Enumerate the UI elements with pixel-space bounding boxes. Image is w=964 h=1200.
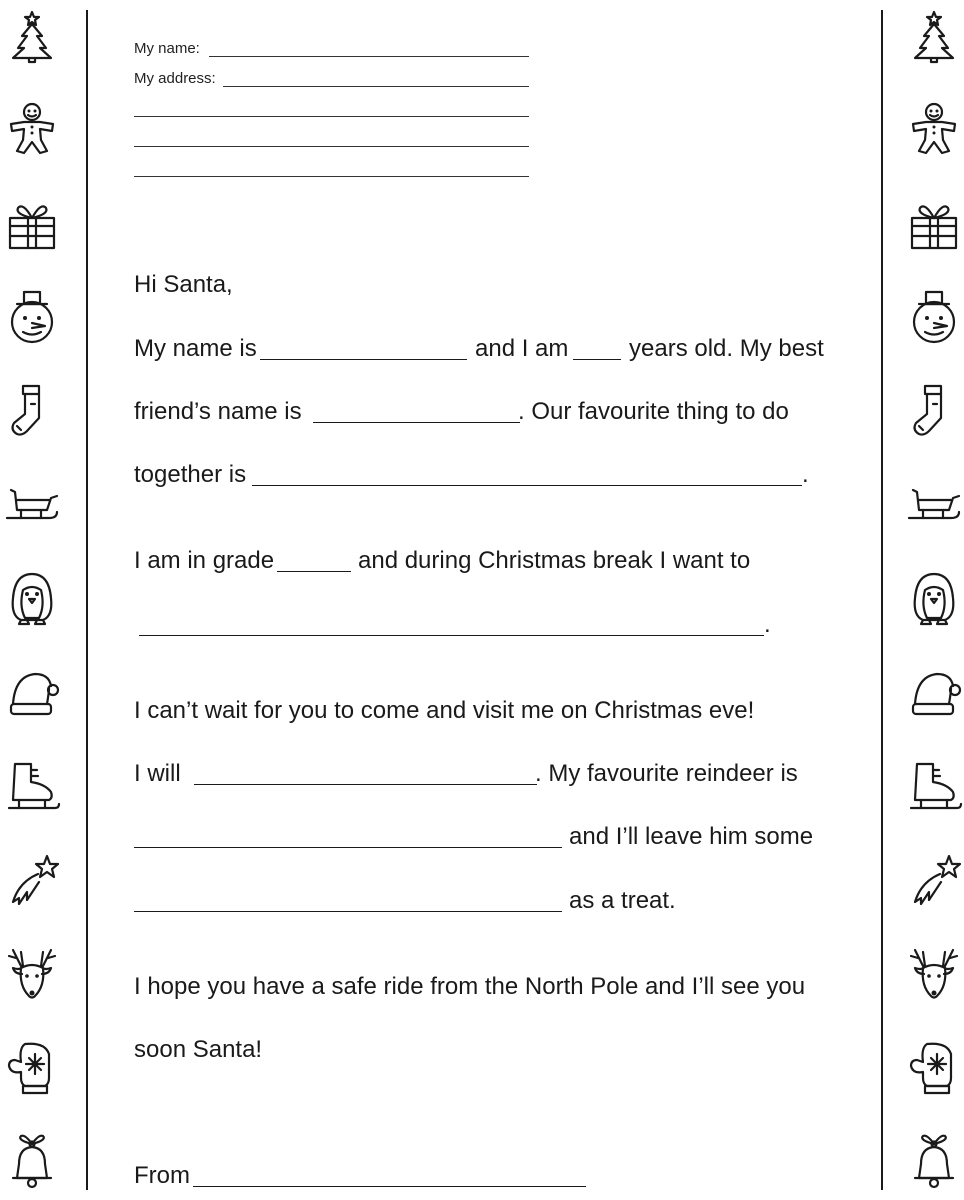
snowman-icon [907,288,961,342]
christmas-tree-icon [5,8,59,62]
line6-text: I can’t wait for you to come and visit me on Christmas eve! [134,697,755,724]
line1-text-b: and I am [475,335,569,362]
right-icon-border [904,0,964,1200]
ice-skate-icon [907,758,961,812]
reindeer-icon [5,946,59,1000]
grade-blank[interactable] [277,571,351,572]
sleigh-icon [5,476,59,530]
line1-text-a: My name is [134,335,257,362]
my-name-label: My name: [134,40,200,57]
line4-text-b: and during Christmas break I want to [358,547,751,574]
line11-text: soon Santa! [134,1036,263,1063]
from-signature-blank[interactable] [193,1186,586,1187]
child-name-blank[interactable] [260,359,467,360]
line8-text: and I’ll leave him some [569,823,814,850]
stocking-icon [5,382,59,436]
penguin-icon [5,570,59,624]
sleigh-icon [907,476,961,530]
my-name-field[interactable] [209,56,529,57]
line7-text-a: I will [134,760,181,787]
my-address-field-3[interactable] [134,146,529,147]
bell-icon [5,1134,59,1188]
i-will-blank[interactable] [194,784,537,785]
line4-text-a: I am in grade [134,547,275,574]
right-border-rule [881,10,883,1190]
from-label: From [134,1162,190,1189]
line2-text-a: friend’s name is [134,398,302,425]
my-address-label: My address: [134,70,216,87]
gingerbread-man-icon [5,100,59,154]
line9-text: as a treat. [569,887,676,914]
my-address-field-1[interactable] [223,86,529,87]
line10-text: I hope you have a safe ride from the North Pole and I’ll see you [134,973,806,1000]
mitten-icon [5,1040,59,1094]
penguin-icon [907,570,961,624]
left-icon-border [2,0,62,1200]
santa-hat-icon [5,664,59,718]
shooting-star-icon [5,852,59,906]
friend-name-blank[interactable] [313,422,520,423]
treat-blank[interactable] [134,911,562,912]
line2-text-b: . Our favourite thing to do [518,398,789,425]
christmas-tree-icon [907,8,961,62]
favourite-reindeer-blank[interactable] [134,847,562,848]
line7-text-b: . My favourite reindeer is [535,760,798,787]
line3-period: . [802,461,809,488]
greeting: Hi Santa, [134,271,233,298]
christmas-break-wish-blank[interactable] [139,635,764,636]
reindeer-icon [907,946,961,1000]
shooting-star-icon [907,852,961,906]
left-border-rule [86,10,88,1190]
snowman-icon [5,288,59,342]
bell-icon [907,1134,961,1188]
my-address-field-2[interactable] [134,116,529,117]
gingerbread-man-icon [907,100,961,154]
gift-box-icon [5,196,59,250]
line1-text-c: years old. My best [629,335,824,362]
mitten-icon [907,1040,961,1094]
santa-hat-icon [907,664,961,718]
line3-text-a: together is [134,461,247,488]
age-blank[interactable] [573,359,621,360]
stocking-icon [907,382,961,436]
gift-box-icon [907,196,961,250]
my-address-field-4[interactable] [134,176,529,177]
favourite-activity-blank[interactable] [252,485,802,486]
line5-period: . [764,611,771,638]
ice-skate-icon [5,758,59,812]
